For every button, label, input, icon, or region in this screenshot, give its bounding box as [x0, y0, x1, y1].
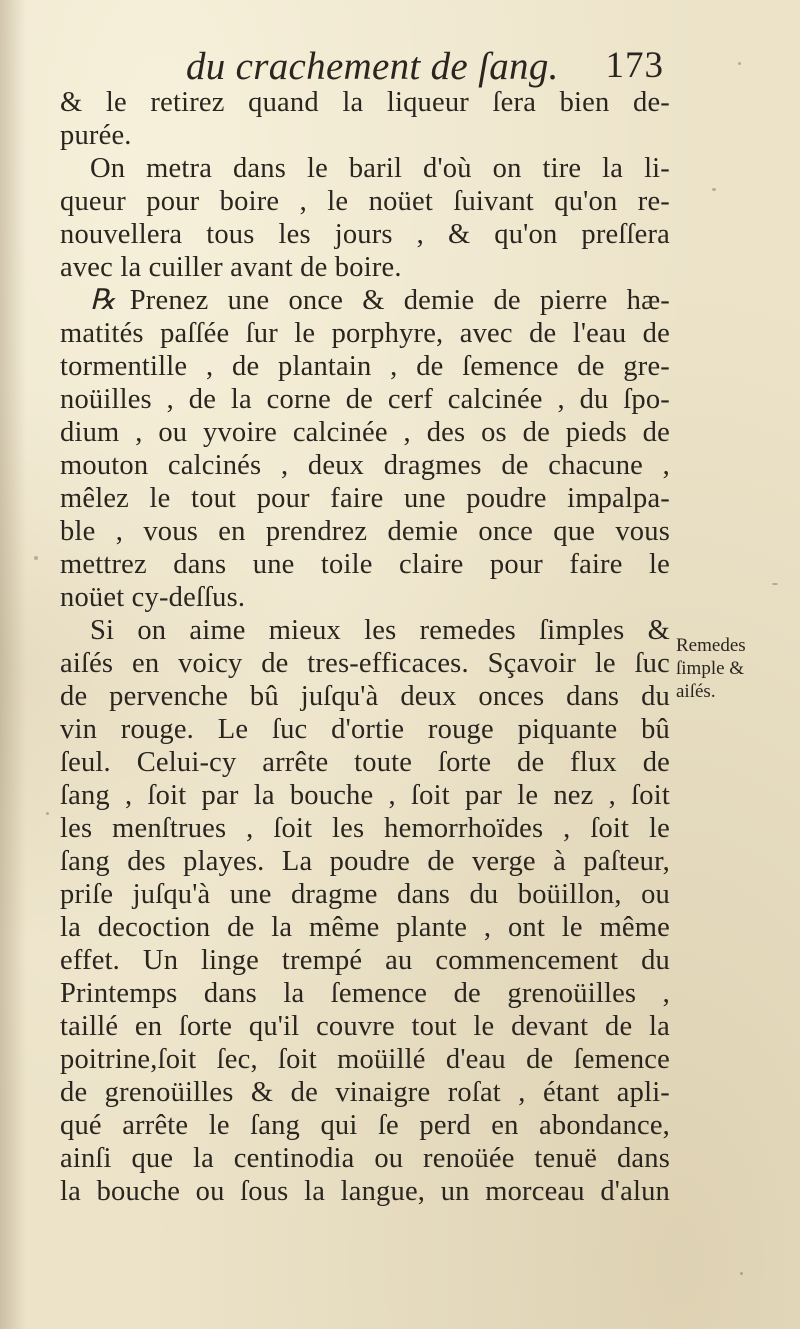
- margin-note: [676, 634, 796, 703]
- text-line: ble , vous en prendrez demie once que vous: [60, 516, 670, 547]
- text-line: vin rouge. Le ſuc d'ortie rouge piquante bû: [60, 714, 670, 745]
- text-line: les menſtrues , ſoit les hemorrhoïdes , ſoit le: [60, 813, 670, 844]
- recipe-symbol-icon: ℞: [90, 285, 116, 316]
- paper-speck: [46, 812, 49, 815]
- text-line: mettrez dans une toile claire pour faire le: [60, 549, 670, 580]
- text-line: tormentille , de plantain , de ſemence de gre-: [60, 351, 670, 382]
- paper-speck: [34, 556, 38, 560]
- page-gutter-shadow: [0, 0, 26, 1329]
- margin-note-line: aiſés.: [676, 681, 716, 702]
- paper-speck: [738, 62, 741, 65]
- running-title: du crachement de ſang.: [186, 45, 559, 88]
- text-line: dium , ou yvoire calcinée , des os de pieds de: [60, 417, 670, 448]
- text-line: nouvellera tous les jours , & qu'on preſſera: [60, 219, 670, 250]
- text-line: Si on aime mieux les remedes ſimples &: [90, 615, 670, 646]
- paper-speck: [740, 1272, 743, 1275]
- text-line: taillé en ſorte qu'il couvre tout le devant de la: [60, 1011, 670, 1042]
- text-line: poitrine,ſoit ſec, ſoit moüillé d'eau de ſemence: [60, 1044, 670, 1075]
- text-line: queur pour boire , le noüet ſuivant qu'on re-: [60, 186, 670, 217]
- text-line-recipe: [60, 284, 670, 317]
- text-line: effet. Un linge trempé au commencement du: [60, 945, 670, 976]
- text-line: avec la cuiller avant de boire.: [60, 252, 402, 283]
- text-line: mêlez le tout pour faire une poudre impalpa-: [60, 483, 670, 514]
- text-line: de pervenche bû juſqu'à deux onces dans du: [60, 681, 670, 712]
- paper-speck: [772, 583, 778, 585]
- text-line: la bouche ou ſous la langue, un morceau d'alun: [60, 1176, 670, 1207]
- text-line: ſang , ſoit par la bouche , ſoit par le nez , ſoit: [60, 780, 670, 811]
- page-header: [180, 40, 670, 90]
- text-line: priſe juſqu'à une dragme dans du boüillon, ou: [60, 879, 670, 910]
- margin-note-line: ſimple &: [676, 658, 745, 679]
- text-line: noüet cy-deſſus.: [60, 582, 246, 613]
- text-line: matités paſſée ſur le porphyre, avec de l'eau de: [60, 318, 670, 349]
- text-line: la decoction de la même plante , ont le même: [60, 912, 670, 943]
- text-line: de grenoüilles & de vinaigre roſat , étant apli-: [60, 1077, 670, 1108]
- paper-speck: [712, 188, 716, 191]
- text-line: ainſi que la centinodia ou renoüée tenuë dans: [60, 1143, 670, 1174]
- text-line: Printemps dans la ſemence de grenoüilles ,: [60, 978, 670, 1009]
- text-line: ſeul. Celui-cy arrête toute ſorte de flux de: [60, 747, 670, 778]
- text-line: purée.: [60, 120, 132, 151]
- page-number: 173: [605, 45, 664, 86]
- text-line: qué arrête le ſang qui ſe perd en abondance,: [60, 1110, 670, 1141]
- body-text: [60, 86, 670, 1208]
- text-line: & le retirez quand la liqueur ſera bien de-: [60, 87, 670, 118]
- margin-note-line: Remedes: [676, 635, 746, 656]
- text-line: On metra dans le baril d'où on tire la li-: [90, 153, 670, 184]
- recipe-text: Prenez une once & demie de pierre hæ-: [129, 285, 670, 316]
- text-line: noüilles , de la corne de cerf calcinée , du ſpo-: [60, 384, 670, 415]
- text-line: mouton calcinés , deux dragmes de chacune ,: [60, 450, 670, 481]
- text-line: ſang des playes. La poudre de verge à paſteur,: [60, 846, 670, 877]
- text-line: aiſés en voicy de tres-efficaces. Sçavoir le ſuc: [60, 648, 670, 679]
